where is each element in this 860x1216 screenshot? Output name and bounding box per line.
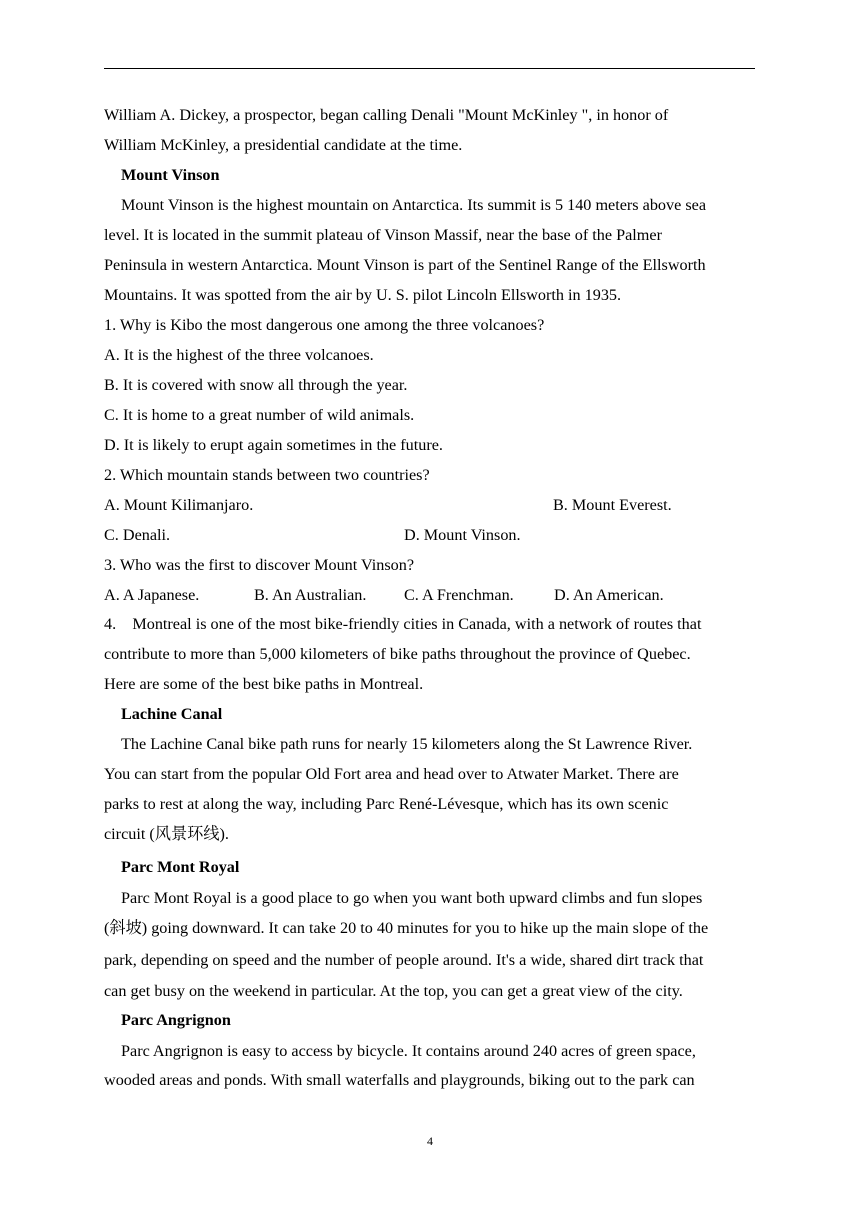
section-heading: Parc Mont Royal [121, 858, 240, 876]
body-text-line: contribute to more than 5,000 kilometers of bike paths throughout the province of Quebec. [104, 645, 691, 663]
section-heading: Lachine Canal [121, 705, 223, 723]
answer-option: D. It is likely to erupt again sometimes in the future. [104, 436, 443, 454]
answer-option: C. A Frenchman. [404, 586, 514, 604]
header-rule [104, 68, 755, 69]
body-text-line: William McKinley, a presidential candidate at the time. [104, 136, 463, 154]
answer-option: A. A Japanese. [104, 586, 200, 604]
body-text-line: Peninsula in western Antarctica. Mount Vinson is part of the Sentinel Range of the Ellsworth [104, 256, 706, 274]
question-stem: 3. Who was the first to discover Mount Vinson? [104, 556, 415, 574]
page-number: 4 [427, 1134, 433, 1148]
body-text-line: You can start from the popular Old Fort area and head over to Atwater Market. There are [104, 765, 679, 783]
body-text-line: William A. Dickey, a prospector, began calling Denali "Mount McKinley ", in honor of [104, 106, 669, 124]
body-text-line: Parc Angrignon is easy to access by bicycle. It contains around 240 acres of green space, [121, 1042, 696, 1060]
body-text-line: park, depending on speed and the number of people around. It's a wide, shared dirt track that [104, 951, 704, 969]
body-text-line: wooded areas and ponds. With small waterfalls and playgrounds, biking out to the park can [104, 1071, 695, 1089]
answer-option: B. It is covered with snow all through the year. [104, 376, 408, 394]
body-text-line: The Lachine Canal bike path runs for nearly 15 kilometers along the St Lawrence River. [121, 735, 693, 753]
section-heading: Parc Angrignon [121, 1011, 231, 1029]
body-text-line: can get busy on the weekend in particular. At the top, you can get a great view of the city. [104, 982, 683, 1000]
question-stem: 1. Why is Kibo the most dangerous one among the three volcanoes? [104, 316, 545, 334]
body-text-line: Mountains. It was spotted from the air by U. S. pilot Lincoln Ellsworth in 1935. [104, 286, 622, 304]
body-text-line: level. It is located in the summit plateau of Vinson Massif, near the base of the Palmer [104, 226, 662, 244]
body-text-line: parks to rest at along the way, including Parc René-Lévesque, which has its own scenic [104, 795, 669, 813]
answer-option: A. Mount Kilimanjaro. [104, 496, 254, 514]
answer-option: A. It is the highest of the three volcanoes. [104, 346, 374, 364]
answer-option: B. Mount Everest. [553, 496, 672, 514]
body-text-line: Parc Mont Royal is a good place to go when you want both upward climbs and fun slopes [121, 889, 703, 907]
body-text-line: Mount Vinson is the highest mountain on Antarctica. Its summit is 5 140 meters above sea [121, 196, 707, 214]
question-stem: 2. Which mountain stands between two countries? [104, 466, 430, 484]
body-text-line: Here are some of the best bike paths in Montreal. [104, 675, 424, 693]
answer-option: C. Denali. [104, 526, 171, 544]
answer-option: D. Mount Vinson. [404, 526, 521, 544]
answer-option: D. An American. [554, 586, 664, 604]
answer-option: C. It is home to a great number of wild animals. [104, 406, 415, 424]
answer-option: B. An Australian. [254, 586, 367, 604]
body-text-line: (斜坡) going downward. It can take 20 to 40 minutes for you to hike up the main slope of the [104, 919, 709, 937]
body-text-line: circuit (风景环线). [104, 825, 229, 843]
section-heading: Mount Vinson [121, 166, 220, 184]
passage-intro-line: 4. Montreal is one of the most bike-friendly cities in Canada, with a network of routes that [104, 615, 702, 633]
